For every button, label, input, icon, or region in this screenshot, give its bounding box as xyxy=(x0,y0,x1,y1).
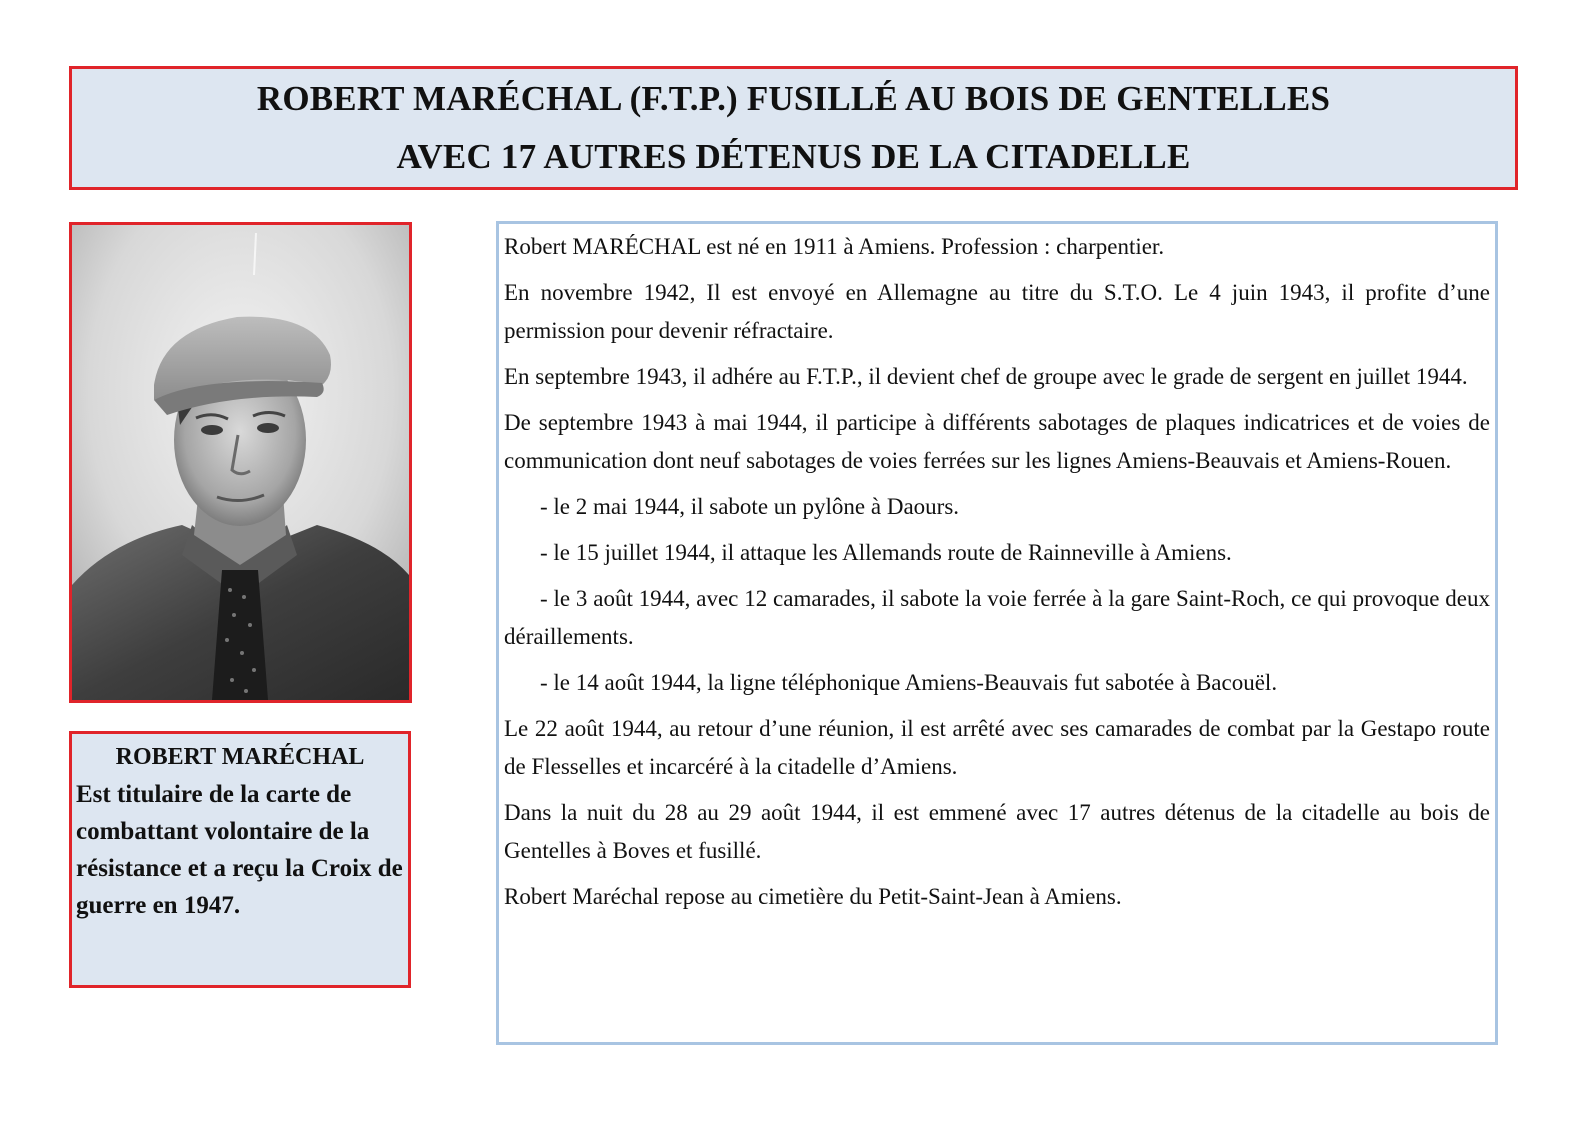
bio-paragraph: Le 22 août 1944, au retour d’une réunion, il est arrêté avec ses camarades de combat par la Gestapo route de Flesselles et incarcéré à la citadelle d’Amiens. xyxy=(504,716,1490,779)
biography-panel xyxy=(496,221,1498,1045)
caption-panel xyxy=(69,731,411,988)
caption-text: Est titulaire de la carte de combattant volontaire de la résistance et a reçu la Croix de guerre en 1947. xyxy=(76,781,403,919)
bio-action-item: - le 3 août 1944, avec 12 camarades, il sabote la voie ferrée à la gare Saint-Roch, ce qui provoque deux déraillements. xyxy=(504,586,1490,649)
portrait-photo xyxy=(69,222,412,703)
caption-name: ROBERT MARÉCHAL xyxy=(115,744,365,770)
title-line-1: ROBERT MARÉCHAL (F.T.P.) FUSILLÉ AU BOIS DE GENTELLES xyxy=(256,79,1331,118)
bio-paragraph: Robert Maréchal repose au cimetière du Petit-Saint-Jean à Amiens. xyxy=(504,884,1122,909)
bio-paragraph: En novembre 1942, Il est envoyé en Allemagne au titre du S.T.O. Le 4 juin 1943, il profite d’une permission pour devenir réfractaire. xyxy=(504,280,1490,343)
title-banner xyxy=(69,66,1518,190)
title-line-2: AVEC 17 AUTRES DÉTENUS DE LA CITADELLE xyxy=(396,137,1191,176)
bio-action-item: - le 14 août 1944, la ligne téléphonique Amiens-Beauvais fut sabotée à Bacouël. xyxy=(540,670,1278,695)
bio-paragraph: Dans la nuit du 28 au 29 août 1944, il est emmené avec 17 autres détenus de la citadelle au bois de Gentelles à Boves et fusillé. xyxy=(504,800,1490,863)
bio-paragraph: En septembre 1943, il adhére au F.T.P., il devient chef de groupe avec le grade de sergent en juillet 1944. xyxy=(504,364,1468,389)
bio-action-item: - le 15 juillet 1944, il attaque les Allemands route de Rainneville à Amiens. xyxy=(540,540,1232,565)
portrait-image xyxy=(72,225,409,700)
bio-paragraph: Robert MARÉCHAL est né en 1911 à Amiens. Profession : charpentier. xyxy=(504,234,1165,259)
bio-action-item: - le 2 mai 1944, il sabote un pylône à Daours. xyxy=(540,494,960,519)
bio-paragraph: De septembre 1943 à mai 1944, il participe à différents sabotages de plaques indicatrices et de voies de communication dont neuf sabotages de voies ferrées sur les lignes Amiens-Beauvais et Amiens-Rouen. xyxy=(504,410,1490,473)
